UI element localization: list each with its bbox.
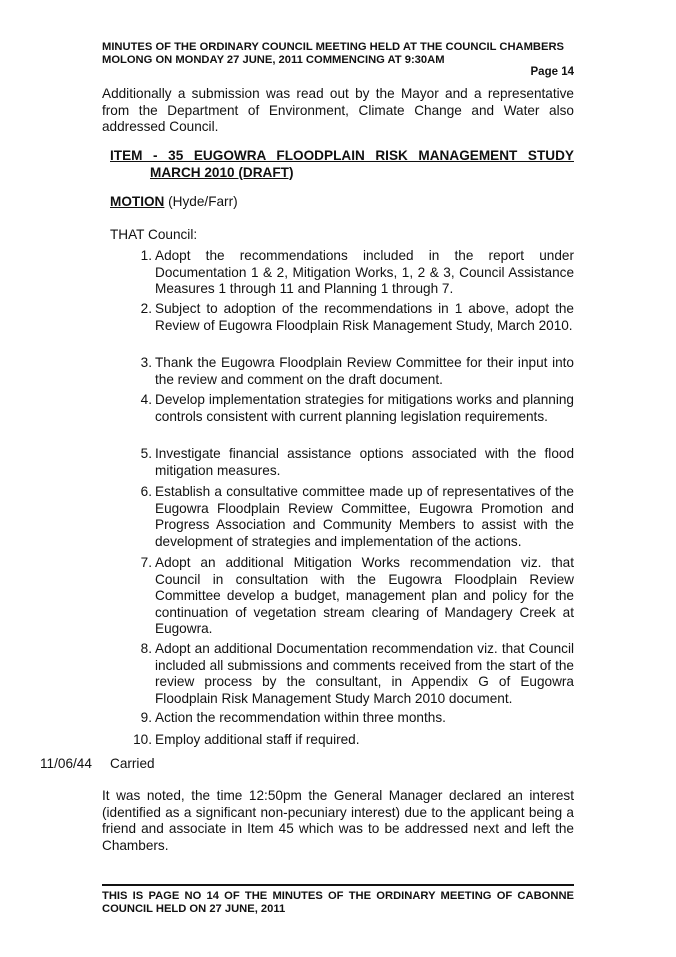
header-line-1: MINUTES OF THE ORDINARY COUNCIL MEETING HELD AT THE COUNCIL CHAMBERS bbox=[102, 41, 565, 53]
list-item-number: 10. bbox=[133, 732, 152, 747]
closing-paragraph: It was noted, the time 12:50pm the General Manager declared an interest (identified as a significant non-pecuniary interest) due to the applicant being a friend and associate in Item 45 which was to be addressed next and left the Chambers. bbox=[102, 788, 574, 853]
list-item-text: Subject to adoption of the recommendations in 1 above, adopt the Review of Eugowra Floodplain Risk Management Study, March 2010. bbox=[155, 301, 574, 333]
item-heading-line-1: ITEM - 35 EUGOWRA FLOODPLAIN RISK MANAGEMENT STUDY bbox=[110, 148, 574, 163]
item-heading-line-2: MARCH 2010 (DRAFT) bbox=[150, 164, 294, 180]
list-item-text: Adopt an additional Documentation recommendation viz. that Council included all submissions and comments received from the start of the review process by the consultant, in Appendix G of Eugowra Floodplain Risk Management Study March 2010 document. bbox=[155, 641, 574, 706]
item-heading bbox=[110, 148, 574, 181]
list-item-number: 6. bbox=[140, 484, 152, 499]
document-footer: THIS IS PAGE NO 14 OF THE MINUTES OF THE ORDINARY MEETING OF CABONNE COUNCIL HELD ON 27 JUNE, 2011 bbox=[102, 890, 574, 916]
list-item-number: 3. bbox=[140, 355, 152, 370]
list-item-text: Establish a consultative committee made up of representatives of the Eugowra Floodplain Review Committee, Eugowra Promotion and Progress Association and Community Members to assist with the development of strategies and implementation of the actions. bbox=[155, 484, 574, 549]
document-header bbox=[102, 41, 574, 67]
list-item-text: Develop implementation strategies for mitigations works and planning controls consistent with current planning legislation requirements. bbox=[155, 392, 574, 424]
list-item-number: 7. bbox=[140, 555, 152, 570]
motion-movers: (Hyde/Farr) bbox=[168, 194, 238, 209]
header-line-2: MOLONG ON MONDAY 27 JUNE, 2011 COMMENCING AT 9:30AM bbox=[102, 54, 445, 66]
list-item-text: Thank the Eugowra Floodplain Review Committee for their input into the review and comment on the draft document. bbox=[155, 355, 574, 387]
list-item-number: 9. bbox=[140, 710, 152, 725]
intro-paragraph: Additionally a submission was read out by the Mayor and a representative from the Department of Environment, Climate Change and Water also addressed Council. bbox=[102, 86, 574, 135]
motion-line bbox=[110, 194, 238, 211]
list-item-text: Investigate financial assistance options associated with the flood mitigation measures. bbox=[155, 446, 574, 478]
motion-label: MOTION bbox=[110, 194, 165, 209]
list-item-number: 4. bbox=[140, 392, 152, 407]
list-item-number: 5. bbox=[140, 446, 152, 461]
resolution-reference: 11/06/44 bbox=[40, 756, 92, 771]
list-item-text: Action the recommendation within three months. bbox=[155, 710, 446, 725]
motion-result: Carried bbox=[110, 756, 155, 771]
that-council: THAT Council: bbox=[110, 227, 198, 242]
list-item-text: Employ additional staff if required. bbox=[155, 732, 360, 747]
list-item-number: 8. bbox=[140, 641, 152, 656]
list-item-text: Adopt the recommendations included in the report under Documentation 1 & 2, Mitigation Works, 1, 2 & 3, Council Assistance Measures 1 through 11 and Planning 1 through 7. bbox=[155, 248, 574, 297]
footer-divider bbox=[102, 884, 574, 886]
list-item-text: Adopt an additional Mitigation Works recommendation viz. that Council in consultation with the Eugowra Floodplain Review Committee develop a budget, management plan and policy for the continuation of vegetation stream clearing of Mandagery Creek at Eugowra. bbox=[155, 555, 574, 637]
page-number: Page 14 bbox=[530, 66, 574, 78]
list-item-number: 2. bbox=[140, 301, 152, 316]
list-item-number: 1. bbox=[140, 248, 152, 263]
